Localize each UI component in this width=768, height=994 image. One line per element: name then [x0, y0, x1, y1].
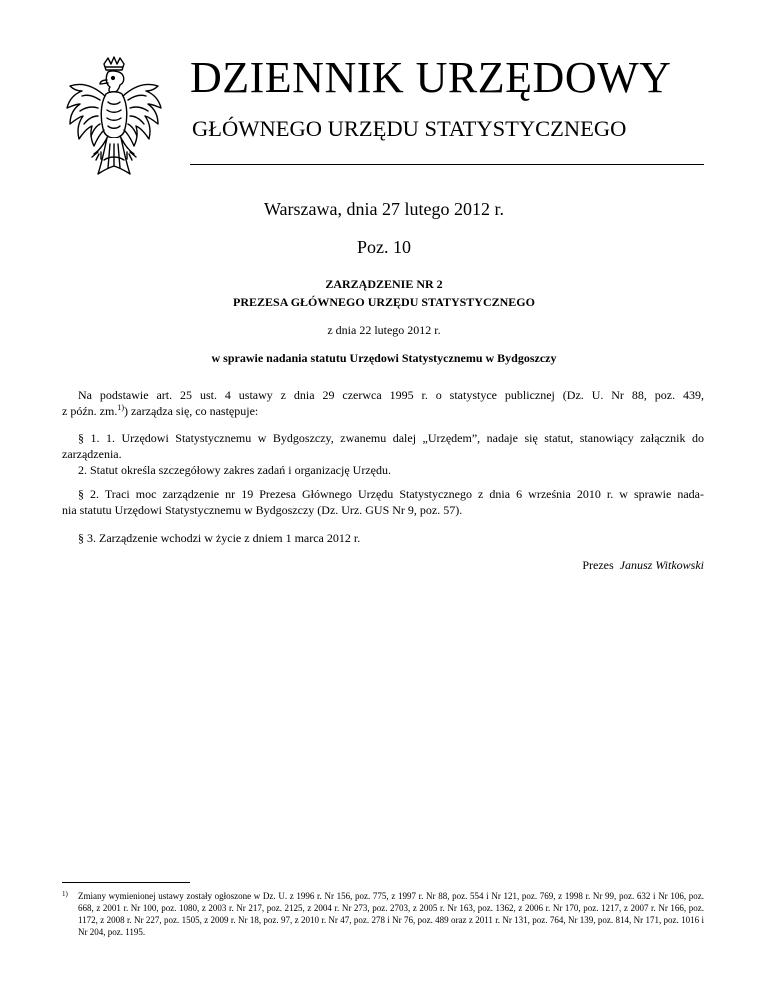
legal-basis-line-2 [62, 403, 704, 419]
footnote-mark: 1) [62, 890, 68, 898]
legal-basis-text: z późn. zm. [62, 404, 118, 418]
header-divider [190, 164, 704, 165]
footnote [62, 890, 704, 938]
section-2-line-2: nia statutu Urzędowi Statystycznemu w Bydgoszczy (Dz. Urz. GUS Nr 9, poz. 57). [62, 503, 463, 517]
journal-subtitle: GŁÓWNEGO URZĘDU STATYSTYCZNEGO [192, 116, 627, 141]
section-2-paragraph [62, 486, 704, 518]
section-1-paragraph [62, 430, 704, 478]
polish-eagle-emblem-icon [64, 56, 164, 184]
section-1-line-1: § 1. 1. Urzędowi Statystycznemu w Bydgoszczy, zwanemu dalej „Urzędem”, nadaje się statut, stanowiący załącznik do [78, 431, 704, 445]
place-date: Warszawa, dnia 27 lutego 2012 r. [264, 199, 504, 219]
footnote-reference: 1) [117, 403, 124, 412]
signature [582, 558, 704, 573]
signer-name: Janusz Witkowski [619, 558, 704, 572]
section-1-point-2: 2. Statut określa szczegółowy zakres zadań i organizację Urzędu. [78, 463, 391, 477]
act-type: ZARZĄDZENIE NR 2 [325, 277, 443, 291]
act-subject: w sprawie nadania statutu Urzędowi Statystycznemu w Bydgoszczy [211, 351, 557, 365]
position-number: Poz. 10 [357, 237, 411, 257]
section-1-line-2: zarządzenia. [62, 447, 122, 461]
act-date: z dnia 22 lutego 2012 r. [327, 323, 441, 337]
section-3-paragraph [62, 530, 704, 546]
act-issuer: PREZESA GŁÓWNEGO URZĘDU STATYSTYCZNEGO [233, 295, 535, 309]
footnote-divider [62, 882, 190, 883]
footnote-text: Zmiany wymienionej ustawy zostały ogłoszone w Dz. U. z 1996 r. Nr 156, poz. 775, z 1997 r. Nr 88, poz. 554 i Nr 121, poz. 769, z 1998 r. Nr 99, poz. 632 i Nr 106, poz. 668, z 2001 r. Nr 100, poz. 1080, z 2003 r. Nr 217, poz. 2125, z 2004 r. Nr 273, poz. 2703, z 2005 r. Nr 163, poz. 1362, z 2006 r. Nr 170, poz. 1217, z 2007 r. Nr 166, poz. 1172, z 2008 r. Nr 227, poz. 1505, z 2009 r. Nr 18, poz. 97, z 2010 r. Nr 47, poz. 278 i Nr 76, poz. 489 oraz z 2011 r. Nr 131, poz. 764, Nr 139, poz. 814, Nr 171, poz. 1016 i Nr 204, poz. 1195. [78, 891, 704, 937]
legal-basis-paragraph [62, 387, 704, 419]
journal-title: DZIENNIK URZĘDOWY [190, 53, 672, 102]
section-2-line-1: § 2. Traci moc zarządzenie nr 19 Prezesa Głównego Urzędu Statystycznego z dnia 6 września 2010 r. w sprawie nada- [78, 487, 704, 501]
legal-basis-text-end: ) zarządza się, co następuje: [123, 404, 259, 418]
signer-role: Prezes [582, 558, 614, 572]
section-3-line: § 3. Zarządzenie wchodzi w życie z dniem 1 marca 2012 r. [78, 531, 361, 545]
legal-basis-line-1: Na podstawie art. 25 ust. 4 ustawy z dnia 29 czerwca 1995 r. o statystyce publicznej (Dz. U. Nr 88, poz. 439, [78, 388, 704, 402]
